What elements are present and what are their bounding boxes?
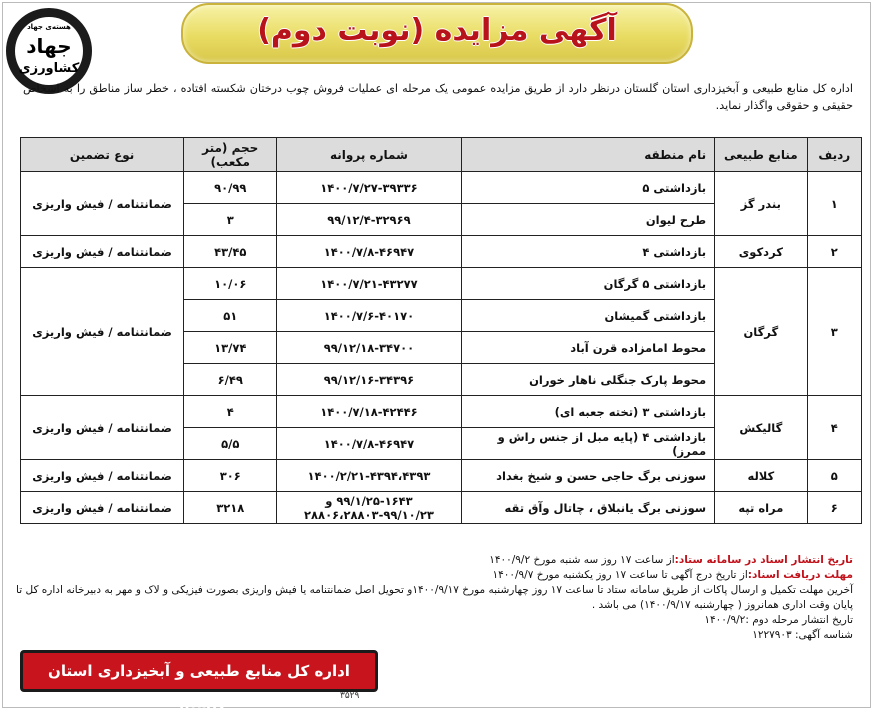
row-number-cell: ۵ <box>807 460 861 492</box>
page-number: ۳۵۲۹ <box>340 691 360 701</box>
header-permit: شماره پروانه <box>277 138 461 172</box>
table-row <box>21 460 862 492</box>
volume-cell: ۱۰/۰۶ <box>184 268 277 300</box>
bond-cell: ضمانتنامه / فیش واریزی <box>21 396 184 460</box>
intro-paragraph: اداره کل منابع طبیعی و آبخیزداری استان گلستان درنظر دارد از طریق مزایده عمومی یک مرحله ای عملیات فروش چوب درختان شکسته افتاده ، خطر ساز مناطق را به اشخاص حقیقی و حقوقی واگذار نماید. <box>23 82 853 112</box>
row-number-cell: ۴ <box>807 396 861 460</box>
area-cell: بازداشتی ۴ (پایه مبل از جنس راش و ممرز) <box>461 428 715 460</box>
area-cell: بازداشتی ۵ گرگان <box>461 268 715 300</box>
logo-top-text: هسته‌ی جهاد <box>27 23 71 31</box>
area-cell: بازداشتی ۳ (تخته جعبه ای) <box>461 396 715 428</box>
table-row <box>21 492 862 524</box>
title-banner <box>181 3 693 64</box>
volume-cell: ۳ <box>184 204 277 236</box>
table-row <box>21 172 862 204</box>
note-second-publish: تاریخ انتشار مرحله دوم :۱۴۰۰/۹/۲ <box>704 614 853 626</box>
header-volume: حجم (متر مکعب) <box>184 138 277 172</box>
volume-cell: ۳۰۶ <box>184 460 277 492</box>
note-deadline-text: از تاریخ درج آگهی تا ساعت ۱۷ روز یکشنبه مورخ ۱۴۰۰/۹/۷ <box>492 569 748 581</box>
volume-cell: ۵/۵ <box>184 428 277 460</box>
permit-cell: ۱۴۰۰/۷/۲۱-۴۳۲۷۷ <box>277 268 461 300</box>
volume-cell: ۵۱ <box>184 300 277 332</box>
area-cell: محوط پارک جنگلی ناهار خوران <box>461 364 715 396</box>
note-submission: آخرین مهلت تکمیل و ارسال پاکات از طریق سامانه ستاد تا ساعت ۱۷ روز چهارشنبه مورخ ۱۴۰۰/۹/۱۷و تحویل اصل ضمانتنامه یا فیش واریزی بصورت فیزیکی و لاک و مهر به دبیرخانه اداره کل تا پایان وقت اداری همانروز ( چهارشنبه ۱۴۰۰/۹/۱۷) می باشد . <box>16 584 853 611</box>
permit-cell: ۱۴۰۰/۷/۶-۴۰۱۷۰ <box>277 300 461 332</box>
row-number-cell: ۶ <box>807 492 861 524</box>
resource-cell: گالیکش <box>715 396 807 460</box>
bond-cell: ضمانتنامه / فیش واریزی <box>21 236 184 268</box>
notice-title: آگهی مزایده (نوبت دوم) <box>257 13 617 48</box>
resource-cell: کلاله <box>715 460 807 492</box>
volume-cell: ۴ <box>184 396 277 428</box>
bond-cell: ضمانتنامه / فیش واریزی <box>21 268 184 396</box>
permit-cell: ۱۴۰۰/۷/۱۸-۴۲۴۴۶ <box>277 396 461 428</box>
bond-cell: ضمانتنامه / فیش واریزی <box>21 492 184 524</box>
note-publish-text: از ساعت ۱۷ روز سه شنبه مورخ ۱۴۰۰/۹/۲ <box>489 554 675 566</box>
table-header-row <box>21 138 862 172</box>
header-area: نام منطقه <box>461 138 715 172</box>
header-resource: منابع طبیعی <box>715 138 807 172</box>
volume-cell: ۱۳/۷۴ <box>184 332 277 364</box>
permit-cell: ۱۴۰۰/۲/۲۱-۴۳۹۴،۴۳۹۳ <box>277 460 461 492</box>
table-row <box>21 236 862 268</box>
header-row-number: ردیف <box>807 138 861 172</box>
volume-cell: ۳۲۱۸ <box>184 492 277 524</box>
note-deadline <box>8 568 853 583</box>
row-number-cell: ۱ <box>807 172 861 236</box>
table-row <box>21 268 862 300</box>
row-number-cell: ۲ <box>807 236 861 268</box>
permit-cell: ۹۹/۱۲/۱۸-۳۴۷۰۰ <box>277 332 461 364</box>
permit-cell: ۱۴۰۰/۷/۲۷-۳۹۳۳۶ <box>277 172 461 204</box>
volume-cell: ۹۰/۹۹ <box>184 172 277 204</box>
area-cell: بازداشتی گمیشان <box>461 300 715 332</box>
note-publish-label: تاریخ انتشار اسناد در سامانه ستاد: <box>674 554 853 566</box>
area-cell: بازداشتی ۵ <box>461 172 715 204</box>
note-deadline-label: مهلت دریافت اسناد: <box>747 569 853 581</box>
auction-table <box>20 137 862 524</box>
permit-cell: ۱۴۰۰/۷/۸-۴۶۹۴۷ <box>277 428 461 460</box>
area-cell: سوزنی برگ حاجی حسن و شیخ بغداد <box>461 460 715 492</box>
notes-section <box>8 553 853 643</box>
footer-title: اداره کل منابع طبیعی و آبخیزداری استان گلستان <box>48 662 350 716</box>
permit-cell: ۹۹/۱/۲۵-۱۶۴۳ و ۹۹/۱۰/۲۳-۲۸۸۰۶،۲۸۸۰۳ <box>277 492 461 524</box>
area-cell: محوط امامزاده قرن آباد <box>461 332 715 364</box>
logo-bottom-text: کشاورزی <box>18 61 80 76</box>
area-cell: سوزنی برگ یانبلاق ، چاتال وآق تقه <box>461 492 715 524</box>
area-cell: طرح لیوان <box>461 204 715 236</box>
logo-main-text: جهاد <box>26 34 72 58</box>
logo-inner <box>15 17 83 85</box>
note-publish <box>8 553 853 568</box>
bond-cell: ضمانتنامه / فیش واریزی <box>21 460 184 492</box>
note-notice-id: شناسه آگهی: ۱۲۲۷۹۰۳ <box>752 629 853 641</box>
resource-cell: کردکوی <box>715 236 807 268</box>
resource-cell: مراه تپه <box>715 492 807 524</box>
area-cell: بازداشتی ۴ <box>461 236 715 268</box>
table-row <box>21 396 862 428</box>
bond-cell: ضمانتنامه / فیش واریزی <box>21 172 184 236</box>
volume-cell: ۶/۴۹ <box>184 364 277 396</box>
permit-cell: ۹۹/۱۲/۱۶-۳۴۳۹۶ <box>277 364 461 396</box>
table-body <box>21 172 862 524</box>
permit-cell: ۹۹/۱۲/۴-۳۲۹۶۹ <box>277 204 461 236</box>
resource-cell: بندر گز <box>715 172 807 236</box>
header-bond: نوع تضمین <box>21 138 184 172</box>
row-number-cell: ۳ <box>807 268 861 396</box>
resource-cell: گرگان <box>715 268 807 396</box>
permit-cell: ۱۴۰۰/۷/۸-۴۶۹۴۷ <box>277 236 461 268</box>
volume-cell: ۴۳/۴۵ <box>184 236 277 268</box>
